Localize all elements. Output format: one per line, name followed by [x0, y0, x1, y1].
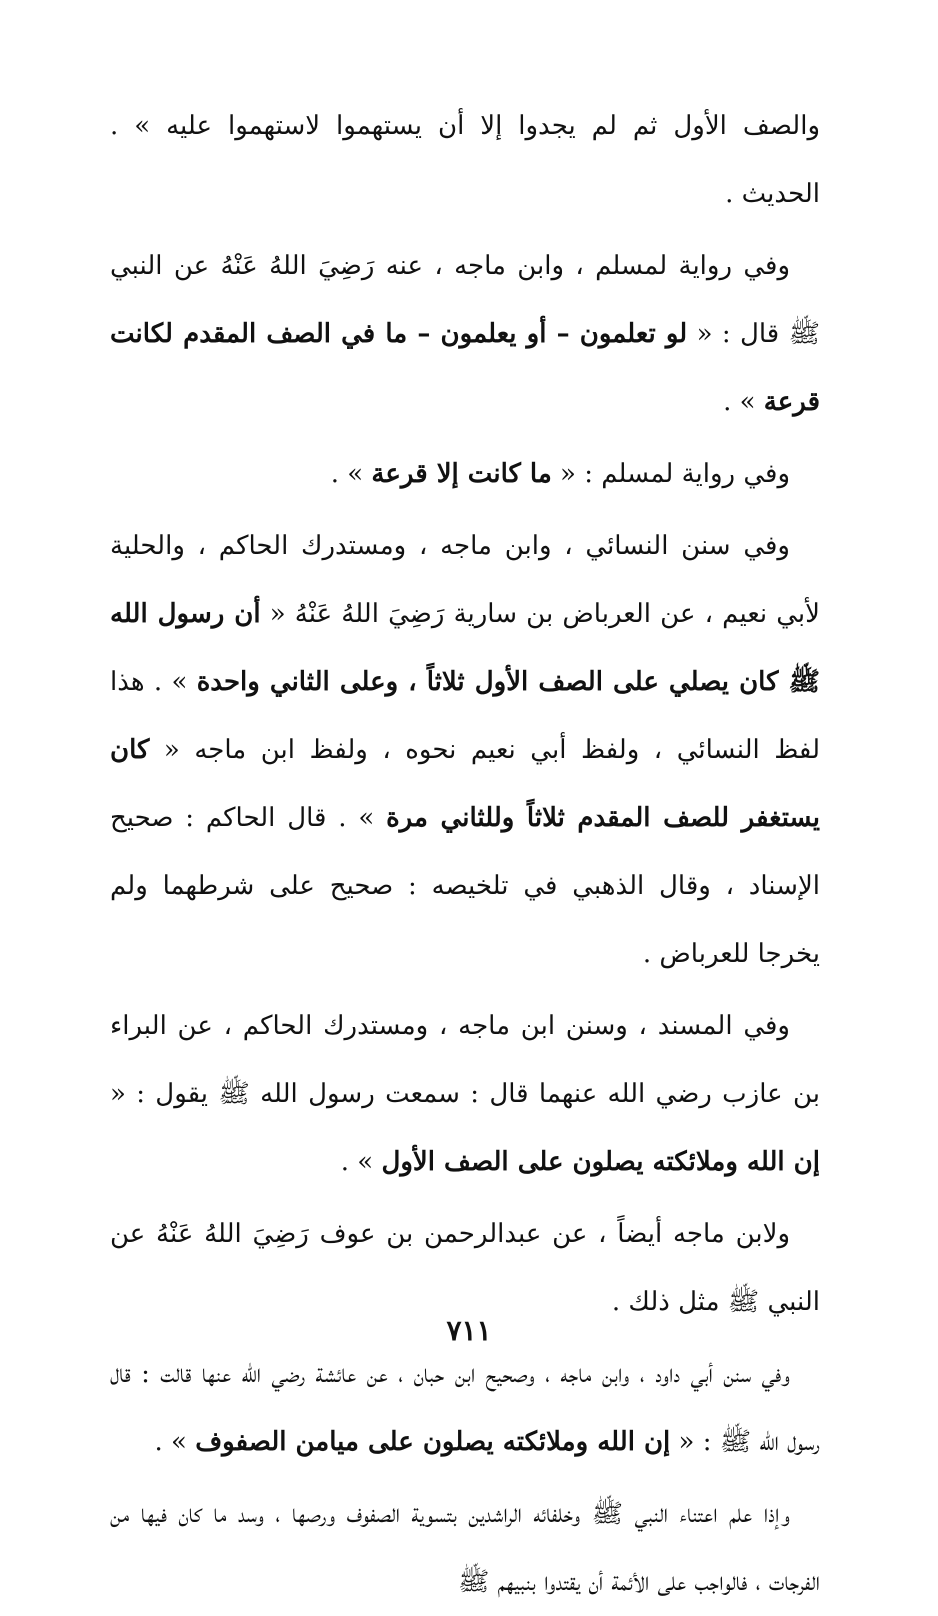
page-body	[110, 92, 820, 1616]
body-text: » .	[723, 387, 764, 417]
body-text: وفي المسند ، وسنن ابن ماجه ، ومستدرك الحاكم ، عن البراء بن عازب رضي الله عنهما قال : سمعت رسول الله ﷺ يقول : «	[110, 1011, 820, 1109]
body-text: وفي رواية لمسلم : «	[551, 459, 790, 489]
body-text: » . هذا لفظ النسائي ، ولفظ أبي نعيم نحوه ، ولفظ ابن ماجه «	[110, 667, 820, 765]
paragraph	[110, 232, 820, 436]
bold-hadith-text: أن رسول الله ﷺ كان يصلي على الصف الأول ثلاثاً ، وعلى الثاني واحدة	[110, 599, 820, 697]
body-text: » .	[154, 1427, 196, 1457]
paragraph	[110, 92, 820, 228]
body-text: والصف الأول ثم لم يجدوا إلا أن يستهموا لاستهموا عليه » . الحديث .	[110, 111, 820, 209]
paragraph	[110, 1340, 820, 1476]
bold-hadith-text: لو تعلمون – أو يعلمون – ما في الصف المقدم لكانت قرعة	[110, 319, 820, 417]
paragraph	[110, 440, 820, 508]
bold-hadith-text: كان يستغفر للصف المقدم ثلاثاً وللثاني مرة	[110, 735, 820, 833]
body-text: » .	[330, 459, 372, 489]
body-text: وفي سنن أبي داود ، وابن ماجه ، وصحيح ابن حبان ، عن عائشة رضي الله عنها قالت : قال رسول الله ﷺ : «	[110, 1359, 820, 1457]
body-text: ولابن ماجه أيضاً ، عن عبدالرحمن بن عوف رَضِيَ اللهُ عَنْهُ عن النبي ﷺ مثل ذلك .	[110, 1219, 820, 1317]
body-text: وفي رواية لمسلم ، وابن ماجه ، عنه رَضِيَ اللهُ عَنْهُ عن النبي ﷺ قال : «	[110, 251, 821, 349]
paragraph	[110, 992, 820, 1196]
body-text: وفي سنن النسائي ، وابن ماجه ، ومستدرك الحاكم ، والحلية لأبي نعيم ، عن العرباض بن سارية رَضِيَ اللهُ عَنْهُ «	[110, 531, 820, 629]
body-text: وإذا علم اعتناء النبي ﷺ وخلفائه الراشدين بتسوية الصفوف ورصها ، وسد ما كان فيها من الفرجات ، فالواجب على الأئمة أن يقتدوا بنبيهم ﷺ	[110, 1499, 820, 1597]
bold-hadith-text: إن الله وملائكته يصلون على الصف الأول	[381, 1147, 820, 1177]
paragraph	[110, 512, 820, 988]
bold-hadith-text: ما كانت إلا قرعة	[371, 459, 552, 489]
bold-hadith-text: إن الله وملائكته يصلون على ميامن الصفوف	[195, 1427, 671, 1457]
page-number: ٧١١	[446, 1314, 492, 1347]
paragraph	[110, 1480, 820, 1616]
body-text: » .	[340, 1147, 382, 1177]
body-text: » . قال الحاكم : صحيح الإسناد ، وقال الذهبي في تلخيصه : صحيح على شرطهما ولم يخرجا للعرباض .	[110, 803, 820, 969]
